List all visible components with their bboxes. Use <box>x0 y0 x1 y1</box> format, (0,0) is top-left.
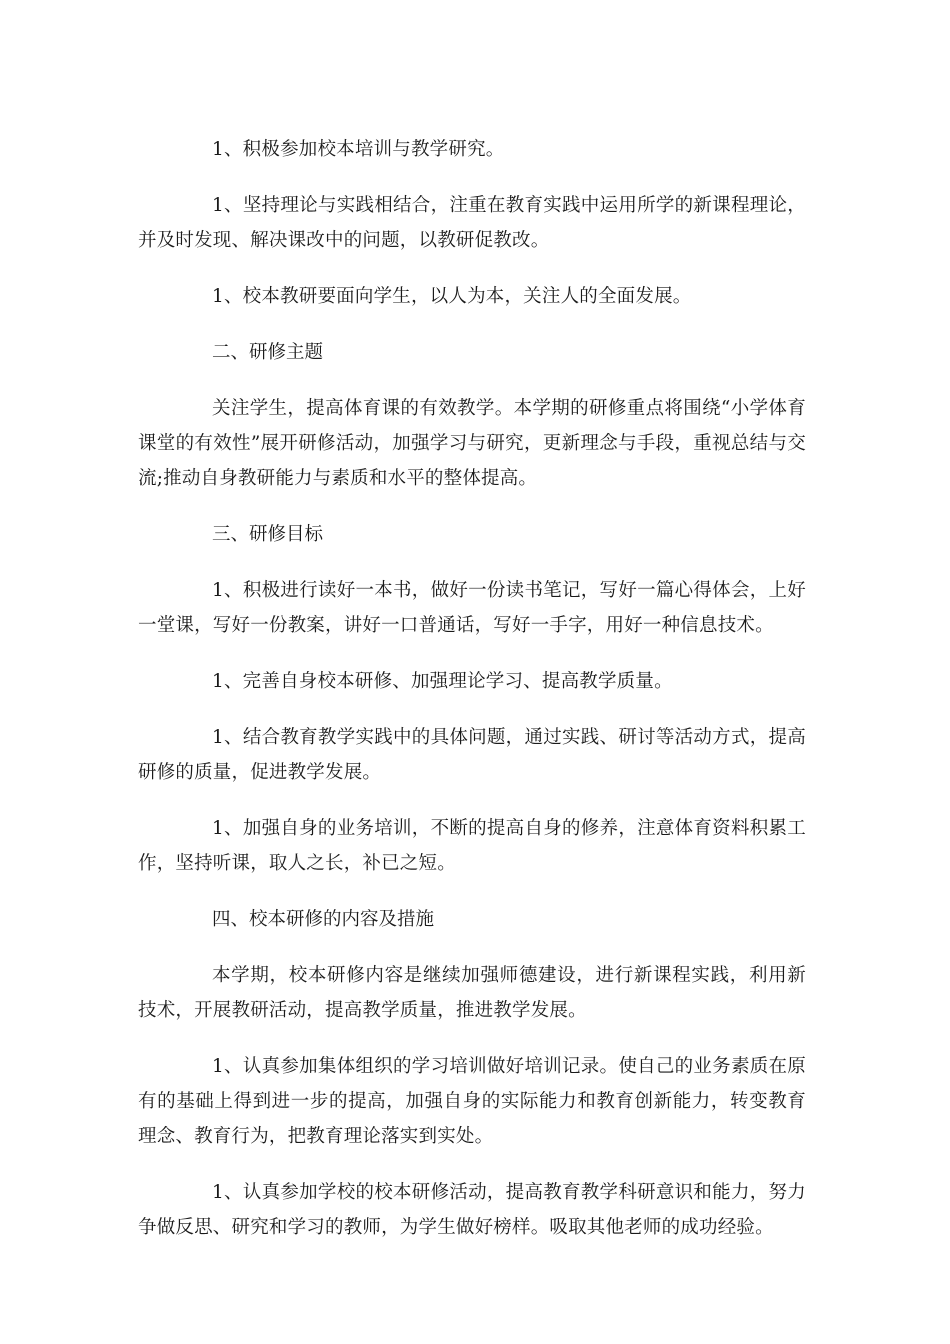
paragraph: 关注学生，提高体育课的有效教学。本学期的研修重点将围绕“小学体育课堂的有效性”展开研修活动，加强学习与研究，更新理念与手段，重视总结与交流;推动自身教研能力与素质和水平的整体提高。 <box>138 398 806 489</box>
paragraph: 1、校本教研要面向学生，以人为本，关注人的全面发展。 <box>212 286 692 307</box>
paragraph: 1、完善自身校本研修、加强理论学习、提高教学质量。 <box>212 671 673 692</box>
paragraph: 1、积极参加校本培训与教学研究。 <box>212 139 505 160</box>
document-body <box>138 132 806 1266</box>
paragraph: 本学期，校本研修内容是继续加强师德建设，进行新课程实践，利用新技术，开展教研活动，提高教学质量，推进教学发展。 <box>138 965 806 1021</box>
paragraph: 1、认真参加学校的校本研修活动，提高教育教学科研意识和能力，努力争做反思、研究和学习的教师，为学生做好榜样。吸取其他老师的成功经验。 <box>138 1182 806 1238</box>
paragraph: 1、坚持理论与实践相结合，注重在教育实践中运用所学的新课程理论，并及时发现、解决课改中的问题，以教研促教改。 <box>138 195 806 251</box>
section-heading: 二、研修主题 <box>212 342 324 363</box>
paragraph: 1、结合教育教学实践中的具体问题，通过实践、研讨等活动方式，提高研修的质量，促进教学发展。 <box>138 727 806 783</box>
section-heading: 四、校本研修的内容及措施 <box>212 909 435 930</box>
paragraph: 1、积极进行读好一本书，做好一份读书笔记，写好一篇心得体会，上好一堂课，写好一份教案，讲好一口普通话，写好一手字，用好一种信息技术。 <box>138 580 806 636</box>
section-heading: 三、研修目标 <box>212 524 324 545</box>
paragraph: 1、认真参加集体组织的学习培训做好培训记录。使自己的业务素质在原有的基础上得到进一步的提高，加强自身的实际能力和教育创新能力，转变教育理念、教育行为，把教育理论落实到实处。 <box>138 1056 806 1147</box>
paragraph: 1、加强自身的业务培训，不断的提高自身的修养，注意体育资料积累工作，坚持听课，取人之长，补已之短。 <box>138 818 806 874</box>
